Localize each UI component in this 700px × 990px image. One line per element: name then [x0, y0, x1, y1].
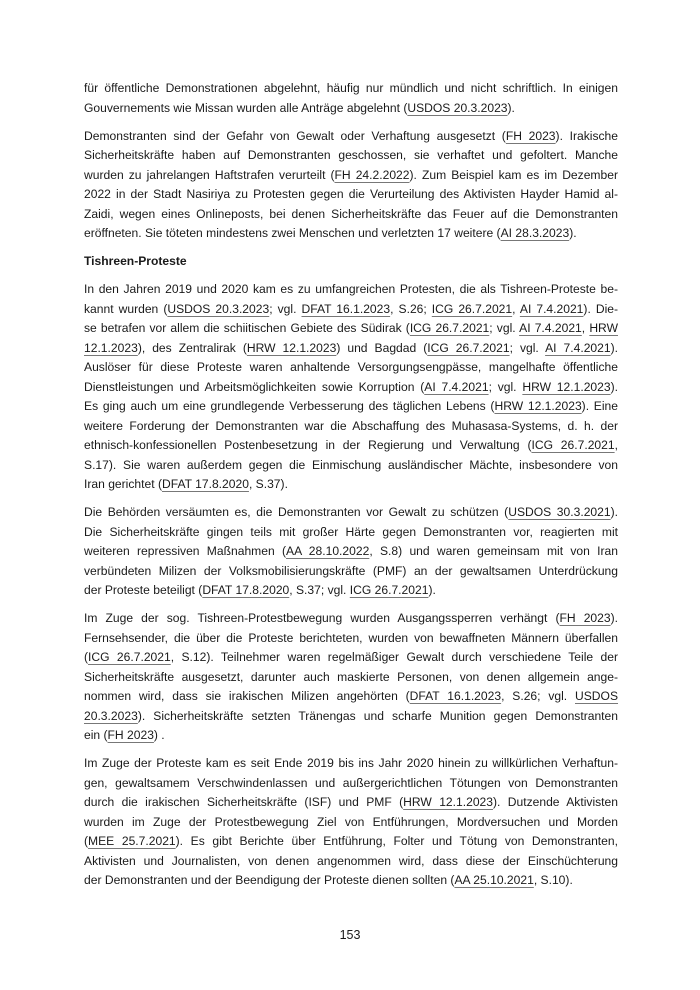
text-segment: ) .: [153, 728, 165, 742]
text-line: [84, 319, 618, 339]
citation-link[interactable]: AI 7.4.2021: [545, 340, 611, 355]
text-segment: Aktivisten und Journalisten, von denen angenommen wird, dass diese der Einschüchterung: [84, 853, 618, 868]
text-segment: nommen wird, dass sie irakischen Milizen angehörten (: [84, 689, 410, 703]
text-line: [84, 378, 618, 398]
text-segment: ).: [569, 226, 577, 240]
text-segment: , S.37).: [248, 477, 288, 491]
text-segment: ) und Bagdad (: [336, 340, 428, 355]
citation-link[interactable]: HRW 12.1.2023: [522, 379, 611, 394]
citation-link[interactable]: USDOS 20.3.2023: [167, 301, 270, 316]
text-line: [84, 609, 618, 629]
text-segment: ). Irakische: [555, 128, 619, 143]
text-segment: , S.8) und waren gemeinsam mit von Iran: [369, 544, 618, 558]
section-heading: Tishreen-Proteste: [84, 254, 187, 268]
citation-link[interactable]: AA 25.10.2021: [454, 873, 534, 887]
text-segment: ,: [581, 321, 590, 335]
text-line: [84, 871, 618, 891]
citation-link[interactable]: USDOS 30.3.2021: [508, 505, 611, 519]
citation-link[interactable]: HRW 12.1.2023: [246, 340, 337, 355]
text-segment: , S.10).: [533, 873, 573, 887]
text-segment: ).: [610, 505, 619, 519]
text-segment: , S.26;: [390, 301, 432, 316]
paragraph: [84, 754, 618, 891]
text-line: [84, 79, 618, 99]
text-segment: Iran gerichtet (: [84, 477, 162, 491]
text-segment: ein (: [84, 728, 108, 742]
text-line: [84, 542, 618, 562]
citation-link[interactable]: USDOS: [575, 689, 619, 703]
text-line: [84, 793, 618, 813]
text-segment: ,: [512, 301, 520, 316]
citation-link[interactable]: AI 7.4.2021: [519, 301, 584, 316]
text-segment: Dienstleistungen und Arbeitsmöglichkeiten sowie Korruption (: [84, 379, 425, 394]
text-segment: eröffneten. Sie töteten mindestens zwei Menschen und verletzten 17 weitere (: [84, 226, 501, 240]
text-segment: wurden zu jahrelangen Haftstrafen verurteilt (: [84, 167, 335, 182]
text-line: [84, 581, 618, 601]
text-line: [84, 475, 618, 495]
text-segment: Sicherheitskräfte ausgesetzt, darunter auch maskierte Personen, von denen allgemein ange-: [84, 669, 618, 684]
document-body: [84, 79, 618, 899]
citation-link[interactable]: FH 24.2.2022: [334, 167, 410, 182]
paragraph: [84, 79, 618, 118]
text-line: [84, 562, 618, 582]
text-line: [84, 224, 618, 244]
text-segment: ,: [614, 438, 618, 452]
text-segment: ).: [610, 340, 618, 355]
text-segment: ethnisch-konfessionellen Postenbesetzung in der Regierung und Verwaltung (: [84, 438, 532, 452]
paragraph: [84, 609, 618, 746]
citation-link[interactable]: ICG 26.7.2021: [88, 650, 171, 664]
text-segment: ).: [507, 100, 515, 115]
citation-link[interactable]: MEE 25.7.2021: [88, 834, 176, 848]
citation-link[interactable]: AI 28.3.2023: [500, 226, 570, 240]
text-segment: Im Zuge der Proteste kam es seit Ende 2019 bis ins Jahr 2020 hinein zu willkürlichen Verhaftun-: [84, 756, 618, 770]
text-line: [84, 205, 618, 225]
text-segment: ). Die-: [583, 301, 619, 316]
text-segment: für öffentliche Demonstrationen abgelehnt, häufig nur mündlich und nicht schriftlich. In einigen: [84, 81, 618, 95]
citation-link[interactable]: ICG 26.7.2021: [409, 321, 490, 335]
text-line: [84, 417, 618, 437]
citation-link[interactable]: 12.1.2023: [84, 340, 138, 355]
text-segment: verbündeten Milizen der Volksmobilisierungskräfte (PMF) an der gewaltsamen Unterdrückung: [84, 563, 618, 578]
text-line: [84, 436, 618, 456]
text-segment: Die Sicherheitskräfte gingen teils mit großer Härte gegen Demonstranten vor, reagierten mit: [84, 524, 618, 539]
citation-link[interactable]: FH 2023: [505, 128, 556, 143]
citation-link[interactable]: AI 7.4.2021: [424, 379, 489, 394]
citation-link[interactable]: USDOS 20.3.2023: [407, 100, 508, 115]
text-segment: Fernsehsender, die über die Proteste berichteten, wurden von bewaffneten Männern überfallen: [84, 630, 618, 645]
text-segment: ; vgl.: [489, 321, 520, 335]
text-segment: ). Zum Beispiel kam es im Dezember: [409, 167, 618, 182]
text-line: [84, 146, 618, 166]
text-segment: S.17). Sie waren außerdem gegen die Einmischung ausländischer Mächte, insbesondere von: [84, 457, 618, 472]
text-segment: weitere Forderung der Demonstranten war die Abschaffung des Muhasasa-Systems, d. h. der: [84, 418, 618, 433]
text-segment: der Proteste beteiligt (: [84, 583, 203, 597]
text-segment: der Demonstranten und der Beendigung der Proteste dienen sollten (: [84, 873, 455, 887]
citation-link[interactable]: DFAT 17.8.2020: [202, 583, 290, 597]
citation-link[interactable]: DFAT 17.8.2020: [161, 477, 249, 491]
citation-link[interactable]: FH 2023: [107, 728, 154, 742]
text-line: [84, 523, 618, 543]
text-line: [84, 397, 618, 417]
text-line: [84, 852, 618, 872]
text-line: [84, 339, 618, 359]
text-segment: ). Sicherheitskräfte setzten Tränengas und scharfe Munition gegen Demonstranten: [137, 708, 618, 723]
citation-link[interactable]: ICG 26.7.2021: [431, 301, 513, 316]
citation-link[interactable]: AA 28.10.2022: [286, 544, 370, 558]
text-segment: Sicherheitskräfte haben auf Demonstranten geschossen, sie verhaftet und gefoltert. Manche: [84, 148, 618, 162]
text-segment: , S.12). Teilnehmer waren regelmäßiger Gewalt durch verschiedene Teile der: [170, 650, 618, 664]
text-line: [84, 668, 618, 688]
text-segment: durch die irakischen Sicherheitskräfte (ISF) und PMF (: [84, 795, 404, 809]
citation-link[interactable]: HRW 12.1.2023: [403, 795, 493, 809]
text-segment: ).: [610, 611, 618, 625]
text-line: [84, 127, 618, 147]
text-segment: Auslöser für diese Proteste waren anhaltende Versorgungsengpässe, mangelhafte öffentliche: [84, 360, 618, 374]
citation-link[interactable]: DFAT 16.1.2023: [301, 301, 391, 316]
text-line: [84, 687, 618, 707]
text-line: [84, 813, 618, 833]
text-line: [84, 707, 618, 727]
text-line: [84, 185, 618, 205]
text-line: [84, 166, 618, 186]
text-segment: wurden im Zuge der Protestbewegung Ziel von Entführungen, Mordversuchen und Morden: [84, 814, 618, 829]
text-segment: Zaidi, wegen eines Onlineposts, bei denen Sicherheitskräfte das Feuer auf die Demonstranten: [84, 206, 618, 221]
paragraph: [84, 280, 618, 495]
citation-link[interactable]: 20.3.2023: [84, 708, 138, 723]
text-segment: gen, gewaltsamem Verschwindenlassen und außergerichtlichen Tötungen von Demonstranten: [84, 775, 618, 790]
text-segment: , S.26; vgl.: [501, 689, 575, 703]
text-segment: weiteren repressiven Maßnahmen (: [84, 544, 287, 558]
text-segment: se betrafen vor allem die schiitischen Gebiete des Südirak (: [84, 321, 410, 335]
citation-link[interactable]: AI 7.4.2021: [519, 321, 582, 335]
text-segment: , S.37; vgl.: [289, 583, 350, 597]
text-segment: ).: [610, 379, 618, 394]
text-segment: Gouvernements wie Missan wurden alle Anträge abgelehnt (: [84, 100, 408, 115]
text-line: [84, 503, 618, 523]
citation-link[interactable]: HRW 12.1.2023: [494, 399, 582, 413]
text-segment: Im Zuge der sog. Tishreen-Protestbewegung wurden Ausgangssperren verhängt (: [84, 611, 560, 625]
text-segment: ). Eine: [581, 399, 619, 413]
text-line: [84, 358, 618, 378]
page-number: 153: [339, 928, 361, 942]
paragraph: [84, 503, 618, 601]
text-segment: In den Jahren 2019 und 2020 kam es zu umfangreichen Protesten, die als Tishreen-Proteste be-: [84, 282, 618, 296]
citation-link[interactable]: DFAT 16.1.2023: [409, 689, 502, 703]
text-segment: 2022 in der Stadt Nasiriya zu Protesten gegen die Verurteilung des Aktivisten Hayder Hamid al-: [84, 187, 618, 201]
text-line: [84, 726, 618, 746]
text-segment: Demonstranten sind der Gefahr von Gewalt oder Verhaftung ausgesetzt (: [84, 128, 506, 143]
paragraph: [84, 127, 618, 244]
text-line: [84, 456, 618, 476]
text-segment: ; vgl.: [488, 379, 523, 394]
text-line: [84, 300, 618, 320]
citation-link[interactable]: ICG 26.7.2021: [427, 340, 510, 355]
text-segment: Es ging auch um eine grundlegende Verbesserung des täglichen Lebens (: [84, 399, 495, 413]
text-segment: Die Behörden versäumten es, die Demonstranten vor Gewalt zu schützen (: [84, 505, 509, 519]
text-segment: ). Dutzende Aktivisten: [493, 795, 618, 809]
text-line: [84, 629, 618, 649]
text-segment: kannt wurden (: [84, 301, 168, 316]
text-segment: (: [84, 834, 89, 848]
citation-link[interactable]: ICG 26.7.2021: [531, 438, 615, 452]
text-segment: ; vgl.: [269, 301, 302, 316]
text-line: [84, 280, 618, 300]
text-line: [84, 754, 618, 774]
citation-link[interactable]: FH 2023: [559, 611, 611, 625]
text-line: [84, 99, 618, 119]
text-line: [84, 648, 618, 668]
text-line: [84, 774, 618, 794]
text-segment: ). Es gibt Berichte über Entführung, Folter und Tötung von Demonstranten,: [175, 834, 618, 848]
text-line: [84, 832, 618, 852]
citation-link[interactable]: HRW: [589, 321, 618, 335]
text-segment: ).: [428, 583, 436, 597]
text-segment: ), des Zentralirak (: [137, 340, 247, 355]
citation-link[interactable]: ICG 26.7.2021: [349, 583, 429, 597]
text-segment: (: [84, 650, 89, 664]
text-segment: ; vgl.: [509, 340, 546, 355]
